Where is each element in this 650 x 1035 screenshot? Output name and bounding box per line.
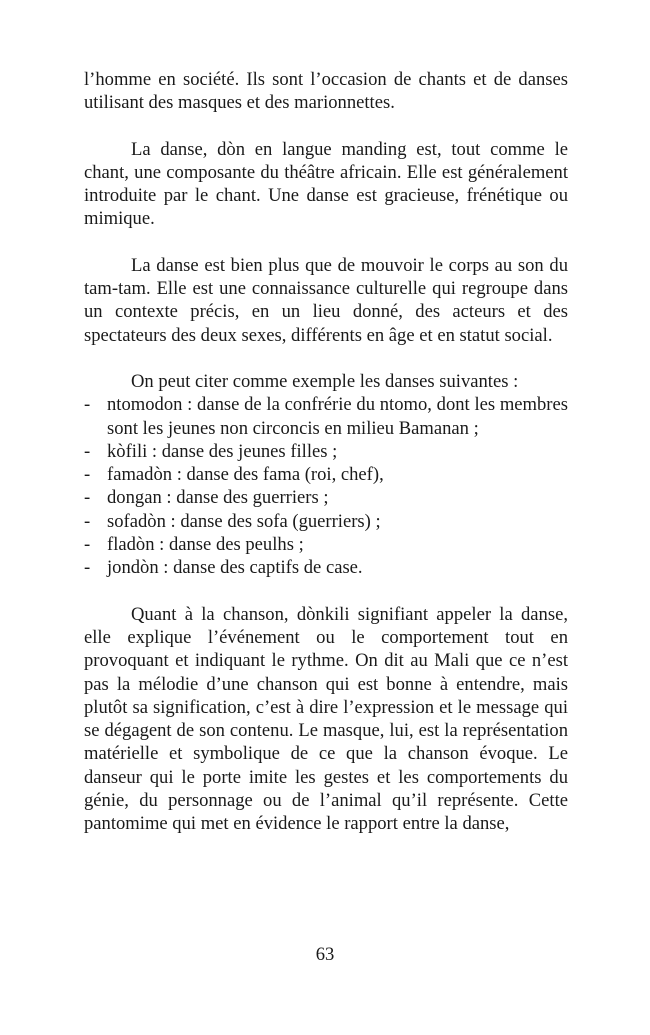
list-dash: - <box>84 557 91 579</box>
list-item: - dongan : danse des guerriers ; <box>84 487 329 509</box>
list-item: - ntomodon : danse de la confrérie du ntomo, dont les membres sont les jeunes non circoncis en milieu Bamanan ; <box>84 394 568 439</box>
paragraph-continuation: l’homme en société. Ils sont l’occasion de chants et de danses utilisant des masques et des marionnettes. <box>84 69 568 114</box>
list-dash: - <box>84 394 91 416</box>
dance-list <box>84 393 568 579</box>
list-item: - kòfili : danse des jeunes filles ; <box>84 440 338 462</box>
page-body <box>84 68 568 859</box>
list-dash: - <box>84 440 91 462</box>
paragraph-danse-don: La danse, dòn en langue manding est, tout comme le chant, une composante du théâtre africain. Elle est généralement introduite par le chant. Une danse est gracieuse, frénétique ou mimique. <box>84 138 568 230</box>
paragraph-danse-connaissance: La danse est bien plus que de mouvoir le corps au son du tam-tam. Elle est une connaissance culturelle qui regroupe dans un contexte précis, en un lieu donné, des acteurs et des spectateurs des deux sexes, différents en âge et en statut social. <box>84 254 568 346</box>
list-item: - sofadòn : danse des sofa (guerriers) ; <box>84 510 381 532</box>
list-item: - jondòn : danse des captifs de case. <box>84 557 363 579</box>
list-item: - famadòn : danse des fama (roi, chef), <box>84 464 384 486</box>
paragraph-exemple-intro: On peut citer comme exemple les danses suivantes : <box>131 370 519 392</box>
list-item: - fladòn : danse des peulhs ; <box>84 534 304 556</box>
list-dash: - <box>84 534 91 556</box>
paragraph-chanson: Quant à la chanson, dònkili signifiant appeler la danse, elle explique l’événement ou le comportement tout en provoquant et indiquant le rythme. On dit au Mali que ce n’est pas la mélodie d’une chanson qui est bonne à entendre, mais plutôt sa signification, c’est à dire l’expression et le message qui se dégagent de son contenu. Le masque, lui, est la représentation matérielle et symbolique de ce que la chanson évoque. Le danseur qui le porte imite les gestes et les comportements du génie, du personnage ou de l’animal qu’il représente. Cette pantomime qui met en évidence le rapport entre la danse, <box>84 603 568 835</box>
page-number: 63 <box>315 944 335 965</box>
list-dash: - <box>84 464 91 486</box>
list-dash: - <box>84 510 91 532</box>
list-dash: - <box>84 487 91 509</box>
